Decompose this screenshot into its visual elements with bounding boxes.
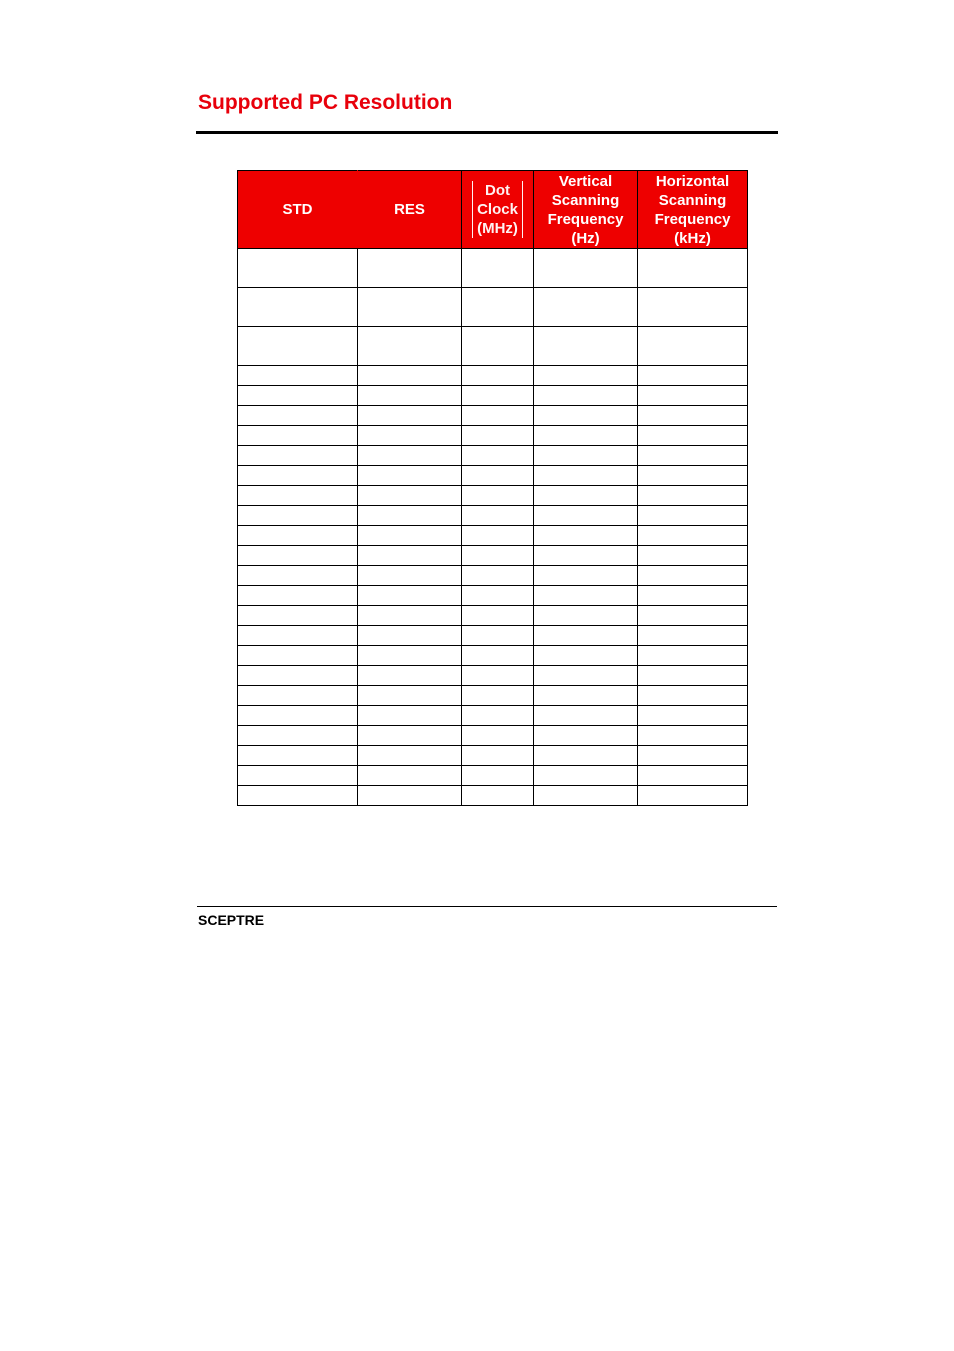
table-row	[238, 249, 748, 288]
header-vertical-line-1: Vertical	[558, 172, 613, 190]
table-cell	[462, 526, 534, 546]
table-cell	[462, 466, 534, 486]
table-cell	[238, 726, 358, 746]
table-row	[238, 386, 748, 406]
table-cell	[638, 288, 748, 327]
table-cell	[358, 666, 462, 686]
table-cell	[462, 746, 534, 766]
table-cell	[638, 526, 748, 546]
table-row	[238, 606, 748, 626]
table-cell	[638, 646, 748, 666]
table-cell	[358, 386, 462, 406]
table-cell	[462, 386, 534, 406]
table-cell	[534, 288, 638, 327]
table-cell	[358, 746, 462, 766]
header-dot-clock-label	[472, 181, 523, 238]
table-cell	[534, 566, 638, 586]
table-row	[238, 446, 748, 466]
table-cell	[462, 706, 534, 726]
table-row	[238, 566, 748, 586]
table-cell	[638, 446, 748, 466]
header-dot-clock-line-2: Clock	[477, 201, 518, 218]
table-cell	[462, 288, 534, 327]
table-row	[238, 546, 748, 566]
table-row	[238, 726, 748, 746]
table-cell	[462, 546, 534, 566]
table-cell	[638, 686, 748, 706]
table-row	[238, 327, 748, 366]
table-cell	[238, 366, 358, 386]
table-cell	[462, 446, 534, 466]
table-cell	[638, 386, 748, 406]
header-vertical-line-4: (Hz)	[571, 229, 600, 247]
table-cell	[462, 249, 534, 288]
table-cell	[238, 666, 358, 686]
table-cell	[358, 466, 462, 486]
table-cell	[534, 786, 638, 806]
table-cell	[358, 606, 462, 626]
table-row	[238, 706, 748, 726]
table-cell	[534, 486, 638, 506]
table-cell	[238, 646, 358, 666]
table-cell	[358, 566, 462, 586]
table-cell	[238, 406, 358, 426]
table-cell	[534, 726, 638, 746]
table-cell	[534, 626, 638, 646]
title-divider	[196, 131, 778, 134]
table-cell	[238, 466, 358, 486]
table-cell	[462, 406, 534, 426]
header-vertical-line-2: Scanning	[551, 191, 620, 209]
table-cell	[462, 426, 534, 446]
header-res: RES	[358, 171, 462, 249]
table-cell	[358, 249, 462, 288]
table-cell	[358, 446, 462, 466]
table-row	[238, 466, 748, 486]
header-horizontal-line-4: (kHz)	[674, 229, 711, 247]
table-cell	[462, 506, 534, 526]
table-cell	[462, 786, 534, 806]
table-cell	[534, 546, 638, 566]
table-cell	[534, 526, 638, 546]
table-row	[238, 366, 748, 386]
table-cell	[462, 486, 534, 506]
table-cell	[358, 586, 462, 606]
table-cell	[358, 506, 462, 526]
table-cell	[238, 606, 358, 626]
table-cell	[638, 786, 748, 806]
table-cell	[358, 366, 462, 386]
table-cell	[534, 666, 638, 686]
table-cell	[238, 566, 358, 586]
table-cell	[462, 606, 534, 626]
table-row	[238, 686, 748, 706]
table-cell	[238, 686, 358, 706]
table-cell	[638, 666, 748, 686]
table-cell	[358, 546, 462, 566]
table-cell	[534, 746, 638, 766]
table-cell	[358, 526, 462, 546]
table-cell	[238, 249, 358, 288]
header-horizontal-line-3: Frequency	[654, 210, 731, 228]
table-cell	[534, 446, 638, 466]
table-cell	[238, 746, 358, 766]
footer-divider	[197, 906, 777, 907]
table-cell	[638, 327, 748, 366]
table-row	[238, 746, 748, 766]
table-cell	[638, 366, 748, 386]
header-dot-clock-line-1: Dot	[484, 182, 510, 199]
table-cell	[358, 486, 462, 506]
table-row	[238, 526, 748, 546]
table-cell	[638, 606, 748, 626]
table-cell	[238, 506, 358, 526]
table-cell	[638, 626, 748, 646]
table-cell	[358, 406, 462, 426]
table-cell	[638, 566, 748, 586]
table-cell	[358, 726, 462, 746]
table-row	[238, 646, 748, 666]
resolution-table	[237, 170, 748, 806]
header-horizontal	[638, 171, 748, 249]
table-cell	[462, 566, 534, 586]
table-cell	[638, 586, 748, 606]
table-cell	[534, 466, 638, 486]
table-cell	[462, 726, 534, 746]
table-cell	[638, 426, 748, 446]
table-row	[238, 786, 748, 806]
table-cell	[534, 686, 638, 706]
table-row	[238, 486, 748, 506]
table-cell	[238, 706, 358, 726]
table-cell	[238, 586, 358, 606]
table-header-row	[238, 171, 748, 249]
table-cell	[358, 327, 462, 366]
table-cell	[462, 666, 534, 686]
table-cell	[534, 386, 638, 406]
header-horizontal-line-1: Horizontal	[655, 172, 730, 190]
table-row	[238, 288, 748, 327]
table-cell	[238, 626, 358, 646]
table-cell	[638, 466, 748, 486]
table-cell	[462, 686, 534, 706]
table-cell	[358, 646, 462, 666]
table-row	[238, 586, 748, 606]
table-cell	[462, 586, 534, 606]
table-row	[238, 506, 748, 526]
table-cell	[358, 786, 462, 806]
table-cell	[534, 506, 638, 526]
table-row	[238, 666, 748, 686]
table-cell	[534, 426, 638, 446]
table-cell	[534, 406, 638, 426]
table-cell	[238, 486, 358, 506]
table-cell	[238, 526, 358, 546]
table-cell	[534, 766, 638, 786]
table-cell	[638, 766, 748, 786]
table-cell	[534, 249, 638, 288]
table-row	[238, 406, 748, 426]
table-cell	[358, 626, 462, 646]
table-body	[238, 249, 748, 806]
header-vertical	[534, 171, 638, 249]
table-cell	[358, 288, 462, 327]
table-cell	[358, 686, 462, 706]
table-cell	[534, 606, 638, 626]
table-cell	[462, 366, 534, 386]
table-cell	[238, 386, 358, 406]
table-row	[238, 626, 748, 646]
table-cell	[638, 506, 748, 526]
header-vertical-line-3: Frequency	[547, 210, 624, 228]
table-cell	[462, 626, 534, 646]
table-cell	[238, 786, 358, 806]
table-cell	[358, 426, 462, 446]
table-cell	[534, 586, 638, 606]
table-cell	[238, 766, 358, 786]
table-cell	[238, 288, 358, 327]
table-cell	[358, 766, 462, 786]
table-row	[238, 766, 748, 786]
table-cell	[534, 327, 638, 366]
table-cell	[238, 327, 358, 366]
table-cell	[462, 327, 534, 366]
table-cell	[534, 706, 638, 726]
table-cell	[462, 646, 534, 666]
table-cell	[638, 726, 748, 746]
table-cell	[462, 766, 534, 786]
table-cell	[638, 706, 748, 726]
table-cell	[358, 706, 462, 726]
table-row	[238, 426, 748, 446]
header-dot-clock	[462, 171, 534, 249]
table-cell	[238, 426, 358, 446]
table-cell	[638, 486, 748, 506]
table-cell	[534, 646, 638, 666]
footer-brand: SCEPTRE	[198, 912, 265, 928]
table-cell	[638, 546, 748, 566]
header-horizontal-line-2: Scanning	[658, 191, 727, 209]
header-dot-clock-line-3: (MHz)	[477, 220, 518, 237]
header-std: STD	[238, 171, 358, 249]
table-cell	[534, 366, 638, 386]
table-cell	[638, 249, 748, 288]
table-cell	[238, 446, 358, 466]
table-cell	[638, 406, 748, 426]
page-title: Supported PC Resolution	[198, 91, 453, 114]
table-cell	[238, 546, 358, 566]
table-cell	[638, 746, 748, 766]
